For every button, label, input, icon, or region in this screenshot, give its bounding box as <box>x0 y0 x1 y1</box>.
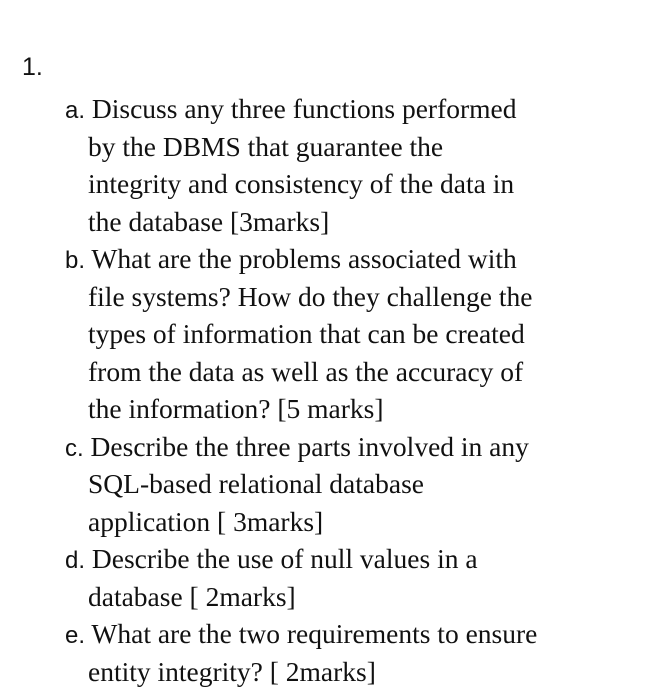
question-line <box>65 428 625 466</box>
sub-question-c <box>65 428 625 541</box>
question-text: database [ 2marks] <box>88 580 296 612</box>
question-line <box>65 615 625 653</box>
question-text: file systems? How do they challenge the <box>88 280 533 312</box>
question-text: SQL-based relational database <box>88 468 424 499</box>
sub-question-letter: b. <box>65 247 86 274</box>
question-text: entity integrity? [ 2marks] <box>88 655 376 687</box>
question-list <box>65 90 625 690</box>
question-number: 1. <box>22 53 43 81</box>
sub-question-e <box>65 615 625 690</box>
question-text: Describe the three parts involved in any <box>90 430 529 462</box>
sub-question-letter: e. <box>65 622 86 649</box>
question-text: integrity and consistency of the data in <box>88 168 515 199</box>
sub-question-d <box>65 540 625 615</box>
question-text: by the DBMS that guarantee the <box>88 130 444 162</box>
question-text: What are the problems associated with <box>91 243 517 274</box>
question-text: Discuss any three functions performed <box>91 93 517 124</box>
sub-question-b <box>65 240 625 428</box>
question-text: the database [3marks] <box>88 205 330 237</box>
question-text: application [ 3marks] <box>88 505 324 537</box>
question-line <box>65 540 625 578</box>
question-text: the information? [5 marks] <box>88 393 384 424</box>
sub-question-letter: d. <box>65 547 86 574</box>
question-line <box>65 240 625 278</box>
question-text: from the data as well as the accuracy of <box>88 355 524 387</box>
question-text: Describe the use of null values in a <box>91 543 478 574</box>
sub-question-letter: a. <box>65 97 86 124</box>
sub-question-letter: c. <box>65 434 84 462</box>
sub-question-a <box>65 90 625 240</box>
question-text: What are the two requirements to ensure <box>91 618 538 649</box>
question-text: types of information that can be created <box>88 318 525 349</box>
question-line <box>65 90 625 128</box>
